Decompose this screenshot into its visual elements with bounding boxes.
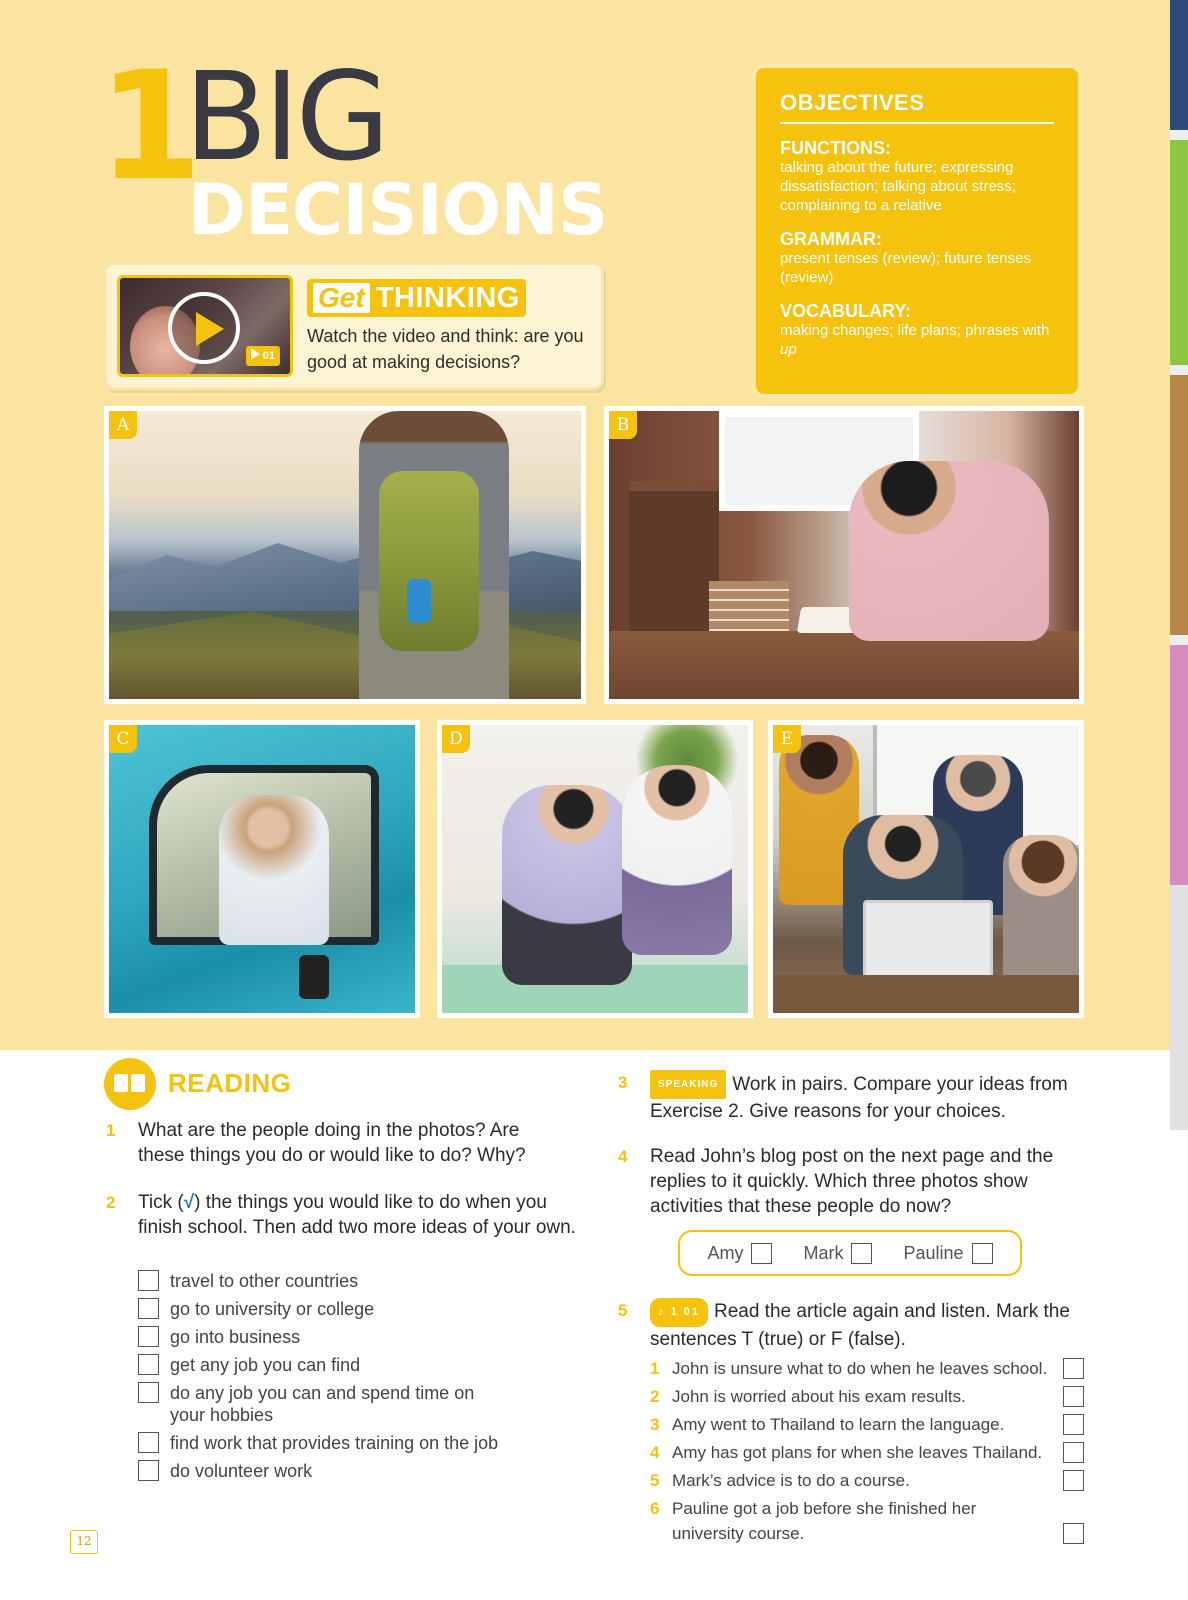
- table: [773, 975, 1084, 1018]
- reading-title: READING: [168, 1068, 292, 1098]
- desk: [609, 631, 1084, 704]
- get-thinking-heading: [307, 279, 526, 317]
- checkbox[interactable]: [138, 1270, 159, 1291]
- checklist-item-label: find work that provides training on the job: [170, 1433, 499, 1453]
- photo-d-yoga: [437, 720, 753, 1018]
- photo-label-c: C: [109, 725, 137, 753]
- door-handle: [299, 955, 329, 999]
- statement-text: Pauline got a job before she finished her university course.: [672, 1499, 977, 1543]
- unit-colour-tabs: [1170, 0, 1188, 1130]
- checklist-item[interactable]: [138, 1432, 558, 1454]
- video-badge: [246, 346, 280, 366]
- video-badge-icon: [251, 348, 260, 360]
- answer-box[interactable]: [851, 1243, 872, 1264]
- photo-e-office-team: [768, 720, 1084, 1018]
- exercise-2-text-after: ) the things you would like to do when you finish school. Then add two more ideas of your own.: [138, 1192, 576, 1238]
- vocabulary-text: [780, 321, 1054, 359]
- wooden-cabinet: [629, 481, 719, 631]
- checklist-item-label: travel to other countries: [170, 1271, 359, 1291]
- objectives-title: OBJECTIVES: [780, 90, 1054, 124]
- statement-number: 6: [650, 1499, 660, 1518]
- statement-number: 1: [650, 1359, 660, 1378]
- edge-tab-grey: [1170, 885, 1188, 1130]
- vocabulary-text-italic: up: [780, 341, 797, 358]
- play-button[interactable]: [168, 292, 240, 364]
- answer-box[interactable]: [1063, 1414, 1084, 1435]
- objectives-box: [752, 64, 1082, 398]
- checkbox[interactable]: [138, 1382, 159, 1403]
- exercise-1: [106, 1118, 568, 1168]
- statement-number: 5: [650, 1471, 660, 1490]
- exercise-2-text-before: Tick (: [138, 1192, 184, 1213]
- answer-box[interactable]: [1063, 1386, 1084, 1407]
- photo-a-hiker: [104, 406, 586, 704]
- photo-c-van-driver: [104, 720, 420, 1018]
- checkbox[interactable]: [138, 1460, 159, 1481]
- edge-tab-light-3: [1170, 635, 1188, 645]
- answer-box[interactable]: [1063, 1523, 1084, 1544]
- statement-text: Amy went to Thailand to learn the language.: [672, 1415, 1005, 1434]
- functions-label: FUNCTIONS:: [780, 138, 891, 158]
- functions-section: [780, 138, 1054, 215]
- names-box: [678, 1230, 1022, 1276]
- speaking-tag: SPEAKING: [650, 1070, 726, 1099]
- checklist-item[interactable]: [138, 1354, 558, 1376]
- checkbox[interactable]: [138, 1298, 159, 1319]
- get-label: Get: [313, 283, 370, 313]
- edge-tab-green: [1170, 140, 1188, 365]
- exercise-1-text: What are the people doing in the photos? Are these things you do or would like to do? Why?: [138, 1120, 526, 1166]
- answer-box[interactable]: [1063, 1470, 1084, 1491]
- edge-tab-brown: [1170, 375, 1188, 635]
- yoga-person-back: [622, 765, 732, 955]
- edge-tab-light: [1170, 130, 1188, 140]
- checkbox[interactable]: [138, 1432, 159, 1453]
- true-false-list: [650, 1356, 1090, 1549]
- name-pauline[interactable]: [903, 1243, 992, 1264]
- page-number: 12: [70, 1530, 98, 1554]
- photo-label-e: E: [773, 725, 801, 753]
- book-stack: [709, 581, 789, 631]
- water-bottle: [407, 579, 431, 623]
- exercise-5: [618, 1298, 1090, 1352]
- speaker-icon: ♪: [658, 1306, 671, 1318]
- name-label: Mark: [803, 1242, 844, 1263]
- exercise-5-text: Read the article again and listen. Mark the sentences T (true) or F (false).: [650, 1301, 1070, 1350]
- functions-text: talking about the future; expressing dissatisfaction; talking about stress; complaining to a relative: [780, 159, 1016, 214]
- driver-figure: [219, 795, 329, 945]
- statement-number: 3: [650, 1415, 660, 1434]
- exercise-4-number: 4: [618, 1147, 628, 1166]
- statement-text: John is worried about his exam results.: [672, 1387, 966, 1406]
- statement-item: [650, 1412, 1090, 1437]
- audio-track-number: 1 01: [670, 1306, 700, 1318]
- exercise-2-number: 2: [106, 1193, 116, 1212]
- checklist-item-label: do volunteer work: [170, 1461, 313, 1481]
- exercise-3-number: 3: [618, 1073, 628, 1092]
- unit-title-line1: BIG: [184, 46, 387, 188]
- exercise-2: [106, 1190, 578, 1240]
- checkbox[interactable]: [138, 1354, 159, 1375]
- checklist-item-label: get any job you can find: [170, 1355, 361, 1375]
- exercise-4-text: Read John’s blog post on the next page and the replies to it quickly. Which three photos show activities that these people do now?: [650, 1146, 1054, 1217]
- statement-number: 4: [650, 1443, 660, 1462]
- edge-tab-pink: [1170, 645, 1188, 885]
- exercise-3-text: Work in pairs. Compare your ideas from Exercise 2. Give reasons for your choices.: [650, 1074, 1068, 1122]
- name-label: Pauline: [903, 1242, 964, 1263]
- statement-item: [650, 1384, 1090, 1409]
- exercise-5-number: 5: [618, 1301, 628, 1320]
- unit-number: 1: [98, 40, 197, 214]
- grammar-label: GRAMMAR:: [780, 229, 882, 249]
- checklist-item[interactable]: [138, 1460, 558, 1482]
- vocabulary-label: VOCABULARY:: [780, 301, 911, 321]
- statement-item: [650, 1440, 1090, 1465]
- checkbox[interactable]: [138, 1326, 159, 1347]
- answer-box[interactable]: [1063, 1358, 1084, 1379]
- vocabulary-text-main: making changes; life plans; phrases with: [780, 322, 1050, 339]
- exercise-1-number: 1: [106, 1121, 116, 1140]
- play-icon: [196, 312, 224, 346]
- hiker-backpack: [379, 471, 479, 651]
- exercise-3: [618, 1070, 1090, 1124]
- checklist-item[interactable]: [138, 1382, 498, 1426]
- name-label: Amy: [707, 1242, 744, 1263]
- reading-book-icon: [104, 1058, 156, 1110]
- answer-box[interactable]: [1063, 1442, 1084, 1463]
- photo-label-d: D: [442, 725, 470, 753]
- thinking-label: THINKING: [375, 281, 520, 314]
- vocabulary-section: [780, 301, 1054, 359]
- statement-text: Mark’s advice is to do a course.: [672, 1471, 910, 1490]
- checklist-item[interactable]: [138, 1298, 558, 1320]
- statement-item: [650, 1496, 1090, 1546]
- checklist-item-label: go to university or college: [170, 1299, 375, 1319]
- statement-item: [650, 1356, 1090, 1381]
- checklist-item-label: do any job you can and spend time on your hobbies: [170, 1383, 475, 1425]
- get-thinking-text: Watch the video and think: are you good at making decisions?: [307, 326, 584, 372]
- forest-hill: [109, 601, 586, 704]
- get-thinking-box: [104, 262, 604, 390]
- checklist-item-label: go into business: [170, 1327, 301, 1347]
- grammar-text: present tenses (review); future tenses (review): [780, 250, 1031, 286]
- video-badge-number: 01: [262, 350, 275, 362]
- video-thumbnail[interactable]: [117, 275, 293, 377]
- exercise-4: [618, 1144, 1090, 1219]
- mountain-range: [109, 531, 586, 611]
- unit-title-line2: DECISIONS: [188, 169, 608, 251]
- statement-number: 2: [650, 1387, 660, 1406]
- grammar-section: [780, 229, 1054, 287]
- yoga-person-front: [502, 785, 632, 985]
- audio-track-tag[interactable]: [650, 1298, 708, 1327]
- edge-tab-light-2: [1170, 365, 1188, 375]
- statement-text: Amy has got plans for when she leaves Thailand.: [672, 1443, 1043, 1462]
- photo-label-a: A: [109, 411, 137, 439]
- checklist-item[interactable]: [138, 1326, 558, 1348]
- statement-text: John is unsure what to do when he leaves school.: [672, 1359, 1048, 1378]
- statement-item: [650, 1468, 1090, 1493]
- tick-icon: √: [183, 1192, 195, 1213]
- answer-box[interactable]: [751, 1243, 772, 1264]
- computer-monitor: [863, 900, 993, 980]
- edge-tab-navy: [1170, 0, 1188, 130]
- checklist-item[interactable]: [138, 1270, 558, 1292]
- person-seated-right: [1003, 835, 1083, 985]
- name-amy[interactable]: [707, 1243, 772, 1264]
- photo-label-b: B: [609, 411, 637, 439]
- student-figure: [849, 461, 1049, 641]
- name-mark[interactable]: [803, 1243, 872, 1264]
- answer-box[interactable]: [972, 1243, 993, 1264]
- idea-checklist: [138, 1270, 558, 1488]
- photo-b-student: [604, 406, 1084, 704]
